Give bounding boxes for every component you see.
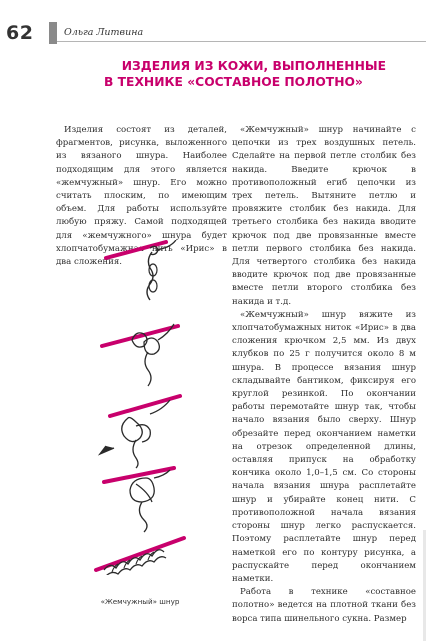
crochet-illustration [92, 240, 188, 575]
header-bar [49, 22, 57, 44]
author-name: Ольга Литвина [64, 27, 144, 38]
crochet-steps-drawing [92, 240, 188, 575]
illustration-caption: «Жемчужный» шнур [100, 597, 180, 606]
step-5-figure [96, 538, 184, 575]
running-header [0, 22, 426, 44]
yarn-loop-3a [122, 418, 143, 442]
yarn-chain-4 [139, 502, 147, 532]
yarn-stitch-1b [149, 280, 157, 292]
crochet-hook-3 [110, 396, 180, 416]
page-number: 62 [6, 22, 34, 44]
section-title-line-1: ИЗДЕЛИЯ ИЗ КОЖИ, ВЫПОЛНЕННЫЕ [121, 59, 386, 73]
step-3-figure [100, 396, 180, 468]
crochet-hook-2 [102, 326, 178, 346]
step-1-figure [106, 240, 176, 300]
section-title [92, 58, 392, 90]
right-paragraph-3: Работа в технике «составное полотно» ведется на плотной ткани без ворса типа шинельного сукна. Размер [232, 587, 416, 624]
intro-paragraph: Изделия состоят из деталей, фрагментов, рисунка, выложенного из вязаного шнура. Наиболее подходящим для этого является «жемчужный» шнур. Его можно считать плоским, по имеющим объем. Для работы используйте любую пряжу. Самой подходящей для «жемчужного» шнура будет хлопчатобумажная нить «Ирис» в два сложения. [56, 125, 227, 268]
header-rule [57, 41, 426, 42]
direction-arrow-icon [100, 446, 114, 454]
yarn-chain-2 [145, 352, 151, 386]
section-title-line-2: В ТЕХНИКЕ «СОСТАВНОЕ ПОЛОТНО» [104, 75, 363, 89]
yarn-chain-3 [133, 440, 138, 468]
right-paragraph-1: «Жемчужный» шнур начинайте с цепочки из трех воздушных петель. Сделайте на первой петле столбик без накида. Введите крючок в противоположный егиб цепочки из трех петель. Вытяните петлю и провяжите столбик без накида. Для третьего столбика без накида вводите крючок под две провязанные вместе петли первого столбика без накида. Для четвертого столбика без накида вводите крючок под две провязанные вместе петли второго столбика без накида и т.д. [232, 125, 416, 307]
step-4-figure [104, 468, 174, 532]
step-2-figure [102, 324, 178, 386]
right-paragraph-2: «Жемчужный» шнур вяжите из хлопчатобумажных ниток «Ирис» в два сложения крючком 2,5 мм. Из двух клубков по 25 г получится около 8 м шнура. В процессе вязания шнур складывайте бантиком, фиксируя его круглой резинкой. По окончании работы перемотайте шнур так, чтобы начало вязания было сверху. Шнур обрезайте перед окончанием наметки на отрезок определенной длины, оставляя припуск на обработку кончика около 1,0–1,5 см. Со стороны начала вязания шнура расплетайте шнур и убирайте конец нити. С противоположной начала вязания стороны шнур легко распускается. Поэтому расплетайте шнур перед наметкой его по контуру рисунка, а распускайте перед окончанием наметки. [232, 309, 416, 584]
right-column [232, 124, 416, 626]
yarn-loop-2b [144, 338, 159, 354]
